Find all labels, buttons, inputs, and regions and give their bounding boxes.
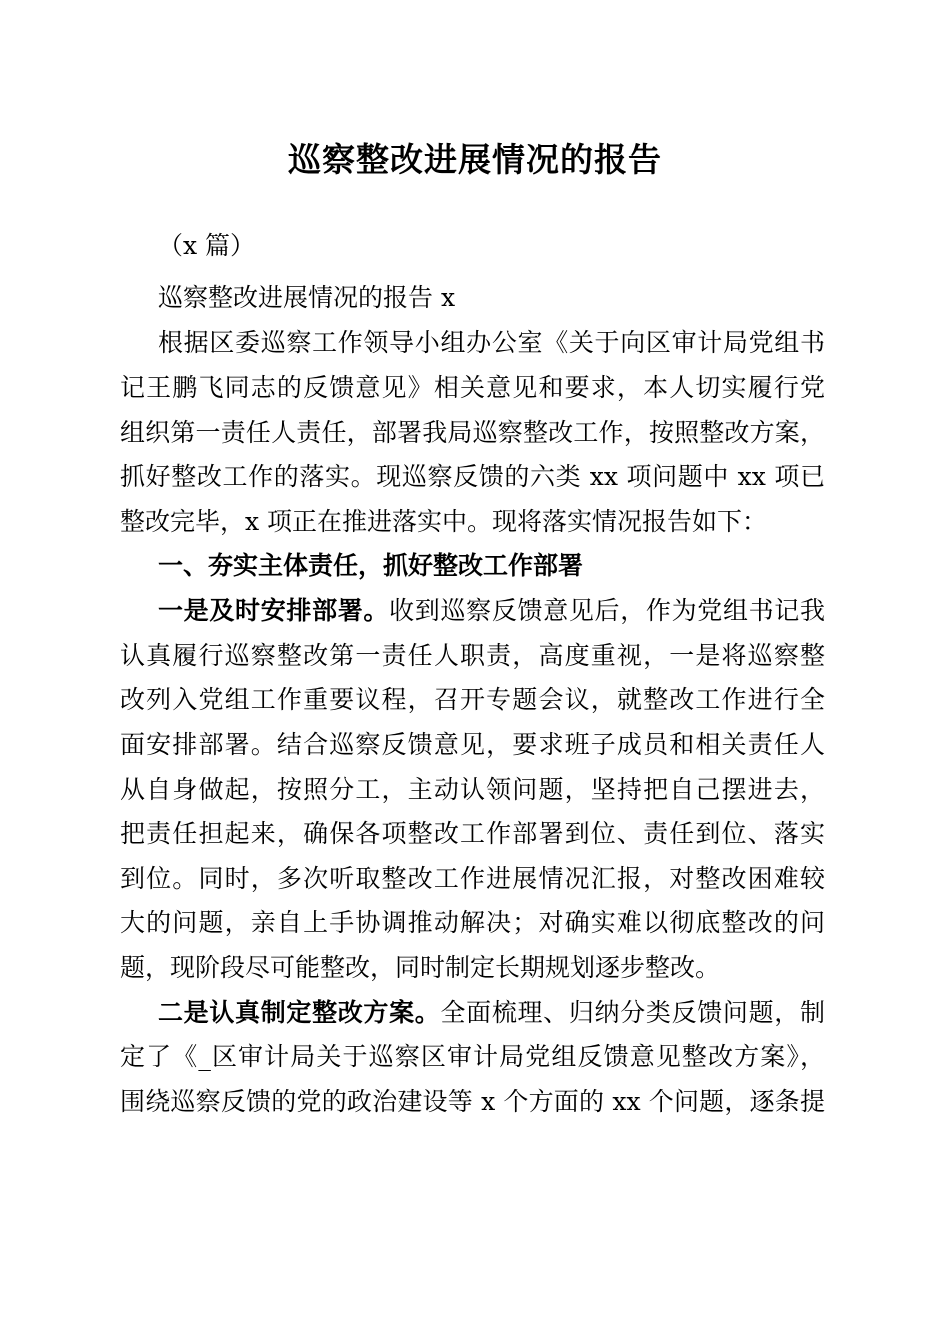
- paragraph-2-first-rest: 全面梳理、归纳分类反馈问题，制: [440, 998, 825, 1027]
- intro-line: 根据区委巡察工作领导小组办公室《关于向区审计局党组书: [158, 328, 825, 357]
- intro-line: 整改完毕，x 项正在推进落实中。现将落实情况报告如下：: [120, 507, 768, 536]
- section-heading-1: 一、夯实主体责任，抓好整改工作部署: [158, 551, 584, 580]
- paragraph-1-first-rest: 收到巡察反馈意见后，作为党组书记我: [389, 596, 825, 625]
- document-title: 巡察整改进展情况的报告: [288, 140, 662, 179]
- paragraph-line: 题，现阶段尽可能整改，同时制定长期规划逐步整改。: [120, 953, 721, 982]
- paragraph-line: 改列入党组工作重要议程，召开专题会议，就整改工作进行全: [120, 685, 825, 714]
- paragraph-line: 把责任担起来，确保各项整改工作部署到位、责任到位、落实: [120, 819, 825, 848]
- paragraph-line: 定了《_区审计局关于巡察区审计局党组反馈意见整改方案》，: [120, 1042, 825, 1071]
- paragraph-line: 围绕巡察反馈的党的政治建设等 x 个方面的 xx 个问题，逐条提: [120, 1087, 825, 1116]
- subtitle: （x 篇）: [158, 231, 256, 260]
- paragraph-2-lead: 二是认真制定整改方案。: [158, 998, 441, 1027]
- paragraph-line: 从自身做起，按照分工，主动认领问题，坚持把自己摆进去，: [120, 775, 825, 804]
- article-title: 巡察整改进展情况的报告 x: [158, 283, 456, 312]
- intro-line: 记王鹏飞同志的反馈意见》相关意见和要求，本人切实履行党: [120, 373, 825, 402]
- paragraph-1-first-line: [158, 591, 825, 631]
- paragraph-line: 认真履行巡察整改第一责任人职责，高度重视，一是将巡察整: [120, 641, 825, 670]
- paragraph-line: 大的问题，亲自上手协调推动解决；对确实难以彻底整改的问: [120, 908, 825, 937]
- intro-line: 抓好整改工作的落实。现巡察反馈的六类 xx 项问题中 xx 项已: [120, 462, 825, 491]
- paragraph-2-first-line: [158, 993, 825, 1033]
- paragraph-line: 面安排部署。结合巡察反馈意见，要求班子成员和相关责任人: [120, 730, 825, 759]
- intro-line: 组织第一责任人责任，部署我局巡察整改工作，按照整改方案，: [120, 418, 825, 447]
- paragraph-1-lead: 一是及时安排部署。: [158, 596, 390, 625]
- paragraph-line: 到位。同时，多次听取整改工作进展情况汇报，对整改困难较: [120, 864, 825, 893]
